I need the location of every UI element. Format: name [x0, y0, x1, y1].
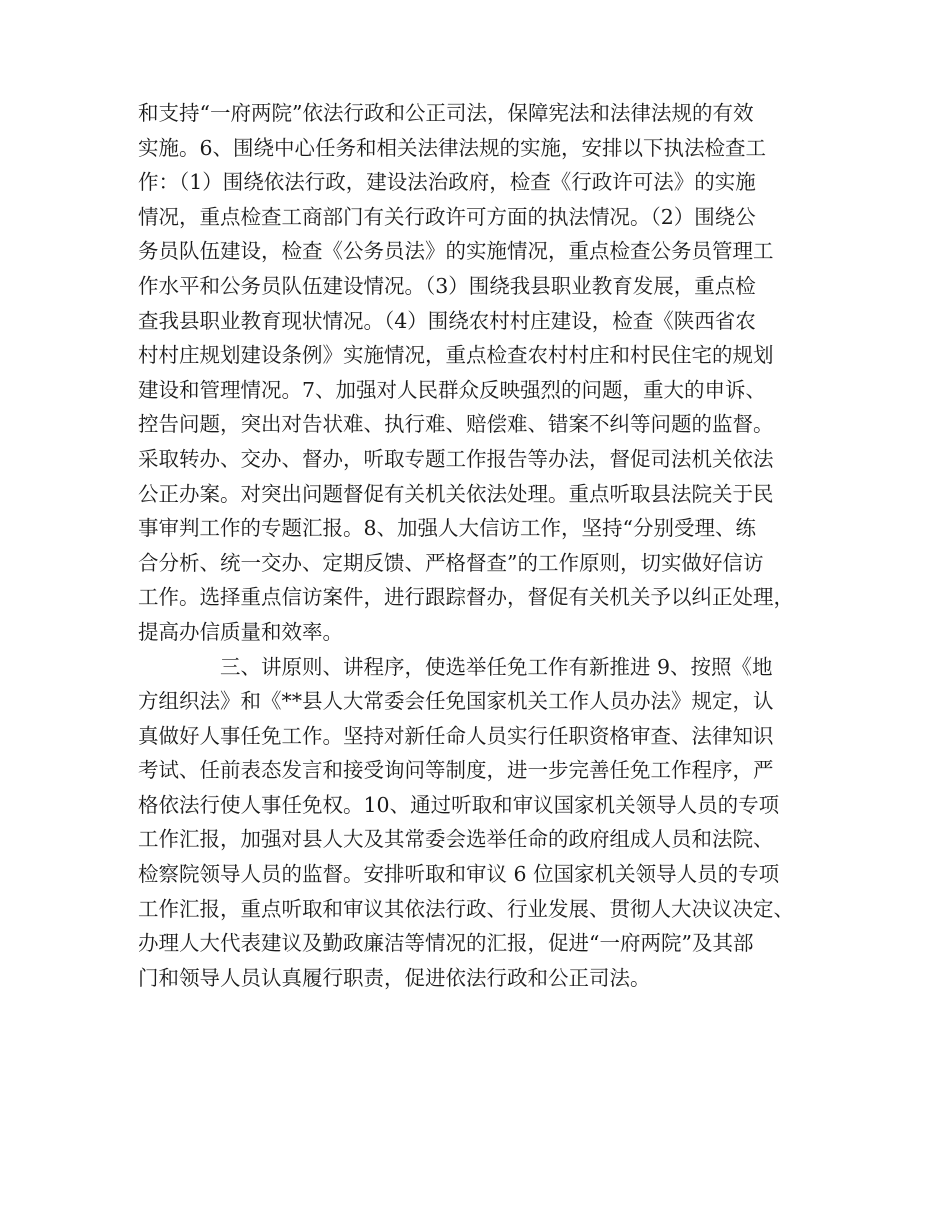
text-line: 真做好人事任免工作。坚持对新任命人员实行任职资格审查、法律知识 [138, 723, 774, 748]
text-line: 情况，重点检查工商部门有关行政许可方面的执法情况。（2）围绕公 [138, 204, 756, 229]
text-line: 方组织法》和《**县人大常委会任免国家机关工作人员办法》规定，认 [138, 689, 774, 714]
text-line: 办理人大代表建议及勤政廉洁等情况的汇报，促进“一府两院”及其部 [138, 931, 754, 956]
text-line: 考试、任前表态发言和接受询问等制度，进一步完善任免工作程序，严 [138, 758, 774, 783]
text-line: 采取转办、交办、督办，听取专题工作报告等办法，督促司法机关依法 [138, 446, 774, 471]
text-line: 提高办信质量和效率。 [138, 619, 343, 644]
text-line: 实施。6、围绕中心任务和相关法律法规的实施，安排以下执法检查工 [138, 135, 767, 160]
text-line: 控告问题，突出对告状难、执行难、赔偿难、错案不纠等问题的监督。 [138, 412, 774, 437]
text-line: 查我县职业教育现状情况。（4）围绕农村村庄建设，检查《陕西省农 [138, 308, 756, 333]
text-line: 事审判工作的专题汇报。8、加强人大信访工作，坚持“分别受理、练 [138, 516, 757, 541]
text-line: 务员队伍建设，检查《公务员法》的实施情况，重点检查公务员管理工 [138, 239, 774, 264]
text-line: 公正办案。对突出问题督促有关机关依法处理。重点听取县法院关于民 [138, 481, 774, 506]
text-line: 建设和管理情况。7、加强对人民群众反映强烈的问题，重大的申诉、 [138, 377, 767, 402]
text-line: 格依法行使人事任免权。10、通过听取和审议国家机关领导人员的专项 [138, 792, 780, 817]
text-line: 工作。选择重点信访案件，进行跟踪督办，督促有关机关予以纠正处理， [138, 585, 794, 610]
paragraph-2 [138, 650, 822, 996]
paragraph-1 [138, 96, 822, 650]
text-line: 作：（1）围绕依法行政，建设法治政府，检查《行政许可法》的实施 [138, 170, 756, 195]
text-line: 检察院领导人员的监督。安排听取和审议 6 位国家机关领导人员的专项 [138, 862, 780, 887]
text-line: 工作汇报，重点听取和审议其依法行政、行业发展、贯彻人大决议决定、 [138, 896, 794, 921]
text-line: 和支持“一府两院”依法行政和公正司法，保障宪法和法律法规的有效 [138, 101, 754, 125]
text-line: 门和领导人员认真履行职责，促进依法行政和公正司法。 [138, 965, 651, 990]
text-line: 工作汇报，加强对县人大及其常委会选举任命的政府组成人员和法院、 [138, 827, 774, 852]
text-line: 村村庄规划建设条例》实施情况，重点检查农村村庄和村民住宅的规划 [138, 343, 774, 368]
document-body [138, 96, 822, 995]
text-line: 作水平和公务员队伍建设情况。（3）围绕我县职业教育发展，重点检 [138, 273, 756, 298]
section-heading-line: 三、讲原则、讲程序，使选举任免工作有新推进 9、按照《地 [220, 654, 773, 679]
text-line: 合分析、统一交办、定期反馈、严格督查”的工作原则，切实做好信访 [138, 550, 764, 575]
